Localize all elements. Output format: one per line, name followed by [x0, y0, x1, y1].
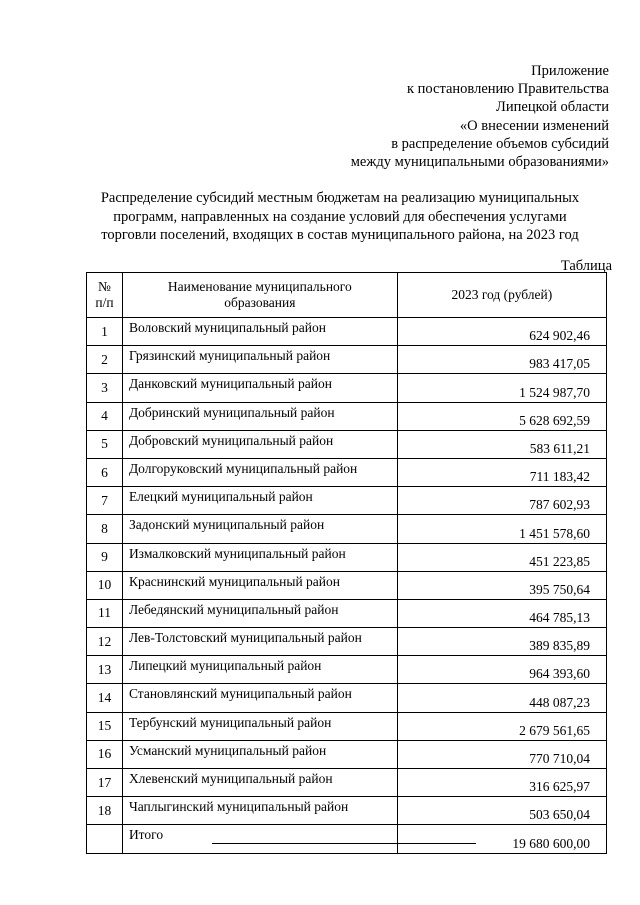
- row-number: [87, 825, 123, 853]
- row-name: Становлянский муниципальный район: [122, 684, 397, 712]
- row-sum: 448 087,23: [397, 684, 606, 712]
- row-name: Долгоруковский муниципальный район: [122, 458, 397, 486]
- row-number: 10: [87, 571, 123, 599]
- appendix-line: «О внесении изменений: [459, 117, 609, 134]
- row-number: 8: [87, 515, 123, 543]
- table-row: [87, 740, 607, 768]
- row-sum: 316 625,97: [397, 769, 606, 797]
- row-name: Грязинский муниципальный район: [122, 346, 397, 374]
- row-name: Лебедянский муниципальный район: [122, 599, 397, 627]
- row-name: Измалковский муниципальный район: [122, 543, 397, 571]
- row-number: 2: [87, 346, 123, 374]
- table-row: [87, 318, 607, 346]
- row-name: Добровский муниципальный район: [122, 430, 397, 458]
- row-number: 9: [87, 543, 123, 571]
- row-sum: 983 417,05: [397, 346, 606, 374]
- row-name: Воловский муниципальный район: [122, 318, 397, 346]
- table-row: [87, 430, 607, 458]
- row-name: Чаплыгинский муниципальный район: [122, 797, 397, 825]
- row-name: Краснинский муниципальный район: [122, 571, 397, 599]
- table-row: [87, 346, 607, 374]
- subsidy-table: [86, 272, 607, 854]
- row-sum: 395 750,64: [397, 571, 606, 599]
- title-line: программ, направленных на создание условий для обеспечения услугами: [113, 208, 567, 225]
- table-row: [87, 458, 607, 486]
- title-line: торговли поселений, входящих в состав муниципального района, на 2023 год: [101, 227, 579, 243]
- row-number: 11: [87, 599, 123, 627]
- table-row: [87, 515, 607, 543]
- row-number: 6: [87, 458, 123, 486]
- table-row: [87, 769, 607, 797]
- row-name: Тербунский муниципальный район: [122, 712, 397, 740]
- header-num: [87, 273, 123, 318]
- table-header-row: [87, 273, 607, 318]
- row-sum: 451 223,85: [397, 543, 606, 571]
- row-number: 17: [87, 769, 123, 797]
- appendix-line: между муниципальными образованиями»: [350, 154, 609, 171]
- header-sum: 2023 год (рублей): [397, 273, 606, 318]
- row-name: Лев-Толстовский муниципальный район: [122, 628, 397, 656]
- appendix-line: Приложение: [531, 63, 609, 79]
- footer-divider: [212, 843, 476, 844]
- row-sum: 19 680 600,00: [397, 825, 606, 853]
- table-row: [87, 599, 607, 627]
- table-label: Таблица: [560, 258, 612, 274]
- header-num-line1: №: [98, 279, 111, 294]
- document-title: [60, 189, 620, 245]
- row-sum: 5 628 692,59: [397, 402, 606, 430]
- header-name-line2: образования: [224, 295, 296, 310]
- appendix-line: Липецкой области: [496, 99, 609, 116]
- row-sum: 464 785,13: [397, 599, 606, 627]
- row-name: Липецкий муниципальный район: [122, 656, 397, 684]
- header-name: [122, 273, 397, 318]
- row-name: Елецкий муниципальный район: [122, 487, 397, 515]
- table-row: [87, 656, 607, 684]
- appendix-line: к постановлению Правительства: [407, 81, 609, 98]
- row-number: 1: [87, 318, 123, 346]
- row-name: Добринский муниципальный район: [122, 402, 397, 430]
- row-sum: 624 902,46: [397, 318, 606, 346]
- row-sum: 389 835,89: [397, 628, 606, 656]
- row-name: Хлевенский муниципальный район: [122, 769, 397, 797]
- appendix-block: [351, 62, 609, 171]
- row-sum: 711 183,42: [397, 458, 606, 486]
- title-line: Распределение субсидий местным бюджетам на реализацию муниципальных: [100, 190, 580, 206]
- row-number: 4: [87, 402, 123, 430]
- table-row: [87, 628, 607, 656]
- row-sum: 787 602,93: [397, 487, 606, 515]
- row-sum: 503 650,04: [397, 797, 606, 825]
- row-sum: 583 611,21: [397, 430, 606, 458]
- table-row: [87, 487, 607, 515]
- row-name: Усманский муниципальный район: [122, 740, 397, 768]
- table-row: [87, 684, 607, 712]
- table-row: [87, 571, 607, 599]
- table-row: [87, 374, 607, 402]
- row-name: Данковский муниципальный район: [122, 374, 397, 402]
- row-number: 7: [87, 487, 123, 515]
- row-sum: 1 524 987,70: [397, 374, 606, 402]
- row-number: 14: [87, 684, 123, 712]
- row-number: 15: [87, 712, 123, 740]
- row-number: 16: [87, 740, 123, 768]
- table-body: [87, 318, 607, 854]
- row-number: 5: [87, 430, 123, 458]
- appendix-line: в распределение объемов субсидий: [391, 135, 609, 152]
- header-num-line2: п/п: [95, 295, 114, 310]
- table-row: [87, 543, 607, 571]
- row-sum: 1 451 578,60: [397, 515, 606, 543]
- table-row: [87, 402, 607, 430]
- row-name: Задонский муниципальный район: [122, 515, 397, 543]
- row-number: 13: [87, 656, 123, 684]
- row-sum: 770 710,04: [397, 740, 606, 768]
- row-name: Итого: [122, 825, 397, 853]
- table-row: [87, 712, 607, 740]
- row-number: 3: [87, 374, 123, 402]
- row-sum: 2 679 561,65: [397, 712, 606, 740]
- table-row: [87, 797, 607, 825]
- header-name-line1: Наименование муниципального: [167, 279, 352, 294]
- row-sum: 964 393,60: [397, 656, 606, 684]
- row-number: 12: [87, 628, 123, 656]
- total-row: [87, 825, 607, 853]
- row-number: 18: [87, 797, 123, 825]
